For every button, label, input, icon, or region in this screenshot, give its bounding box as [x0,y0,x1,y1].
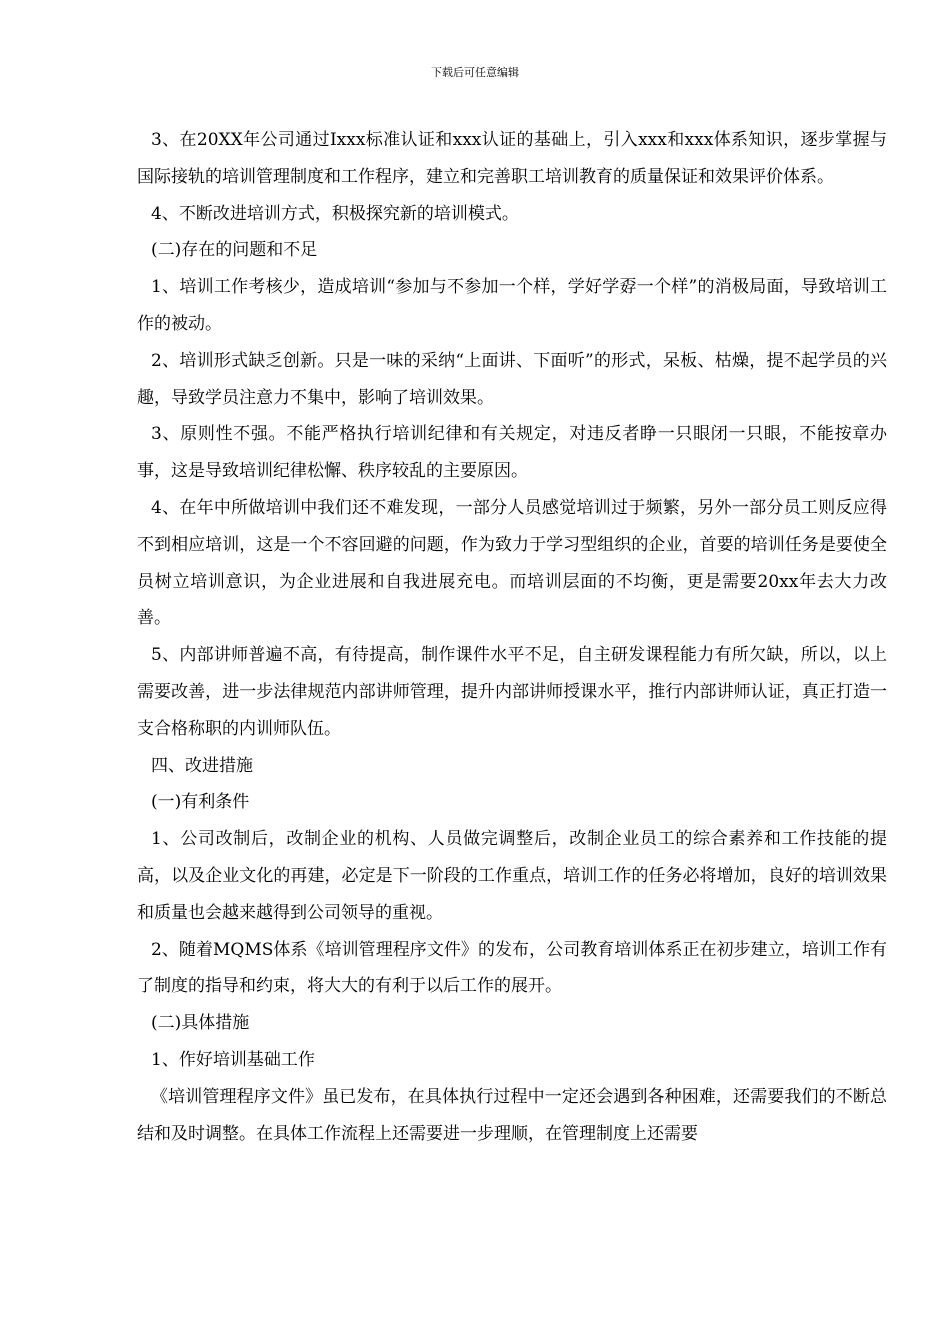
page-header: 下载后可任意编辑 [431,66,519,79]
paragraph-problem-3: 3、原则性不强。不能严格执行培训纪律和有关规定，对违反者睁一只眼闭一只眼，不能按章办事，这是导致培训纪律松懈、秩序较乱的主要原因。 [137,424,887,482]
section-heading-improvements: 四、改进措施 [151,755,253,776]
paragraph-item-3-certification: 3、在20XX年公司通过Ixxx标准认证和xxx认证的基础上，引入xxx和xxx体系知识，逐步掌握与国际接轨的培训管理制度和工作程序，建立和完善职工培训教育的质量保证和效果评价体系。 [137,130,887,187]
paragraph-problem-2: 2、培训形式缺乏创新。只是一味的采纳“上面讲、下面听”的形式，呆板、枯燥，提不起学员的兴趣，导致学员注意力不集中，影响了培训效果。 [137,350,887,408]
paragraph-item-4-training-mode: 4、不断改进培训方式，积极探究新的培训模式。 [151,203,519,224]
paragraph-condition-2: 2、随着MQMS体系《培训管理程序文件》的发布，公司教育培训体系正在初步建立，培训工作有了制度的指导和约束，将大大的有利于以后工作的展开。 [137,939,887,997]
section-heading-problems: (二)存在的问题和不足 [151,240,318,261]
document-body [137,122,887,1152]
paragraph-problem-1: 1、培训工作考核少，造成培训“参加与不参加一个样，学好学孬一个样”的消极局面，导致培训工作的被动。 [137,277,887,334]
section-heading-favorable-conditions: (一)有利条件 [151,792,250,813]
paragraph-problem-4: 4、在年中所做培训中我们还不难发现，一部分人员感觉培训过于频繁，另外一部分员工则反应得不到相应培训，这是一个不容回避的问题，作为致力于学习型组织的企业，首要的培训任务是要使全员树立培训意识，为企业进展和自我进展充电。而培训层面的不均衡，更是需要20xx年去大力改善。 [137,497,887,629]
paragraph-problem-5: 5、内部讲师普遍不高，有待提高，制作课件水平不足，自主研发课程能力有所欠缺，所以，以上需要改善，进一步法律规范内部讲师管理，提升内部讲师授课水平，推行内部讲师认证，真正打造一支合格称职的内训师队伍。 [137,645,887,739]
section-heading-specific-measures: (二)具体措施 [151,1013,250,1034]
paragraph-condition-1: 1、公司改制后，改制企业的机构、人员做完调整后，改制企业员工的综合素养和工作技能的提高，以及企业文化的再建，必定是下一阶段的工作重点，培训工作的任务必将增加，良好的培训效果和质量也会越来越得到公司领导的重视。 [137,829,887,923]
paragraph-measure-1-body: 《培训管理程序文件》虽已发布，在具体执行过程中一定还会遇到各种困难，还需要我们的不断总结和及时调整。在具体工作流程上还需要进一步理顺，在管理制度上还需要 [137,1086,887,1144]
paragraph-measure-1-title: 1、作好培训基础工作 [151,1049,315,1070]
